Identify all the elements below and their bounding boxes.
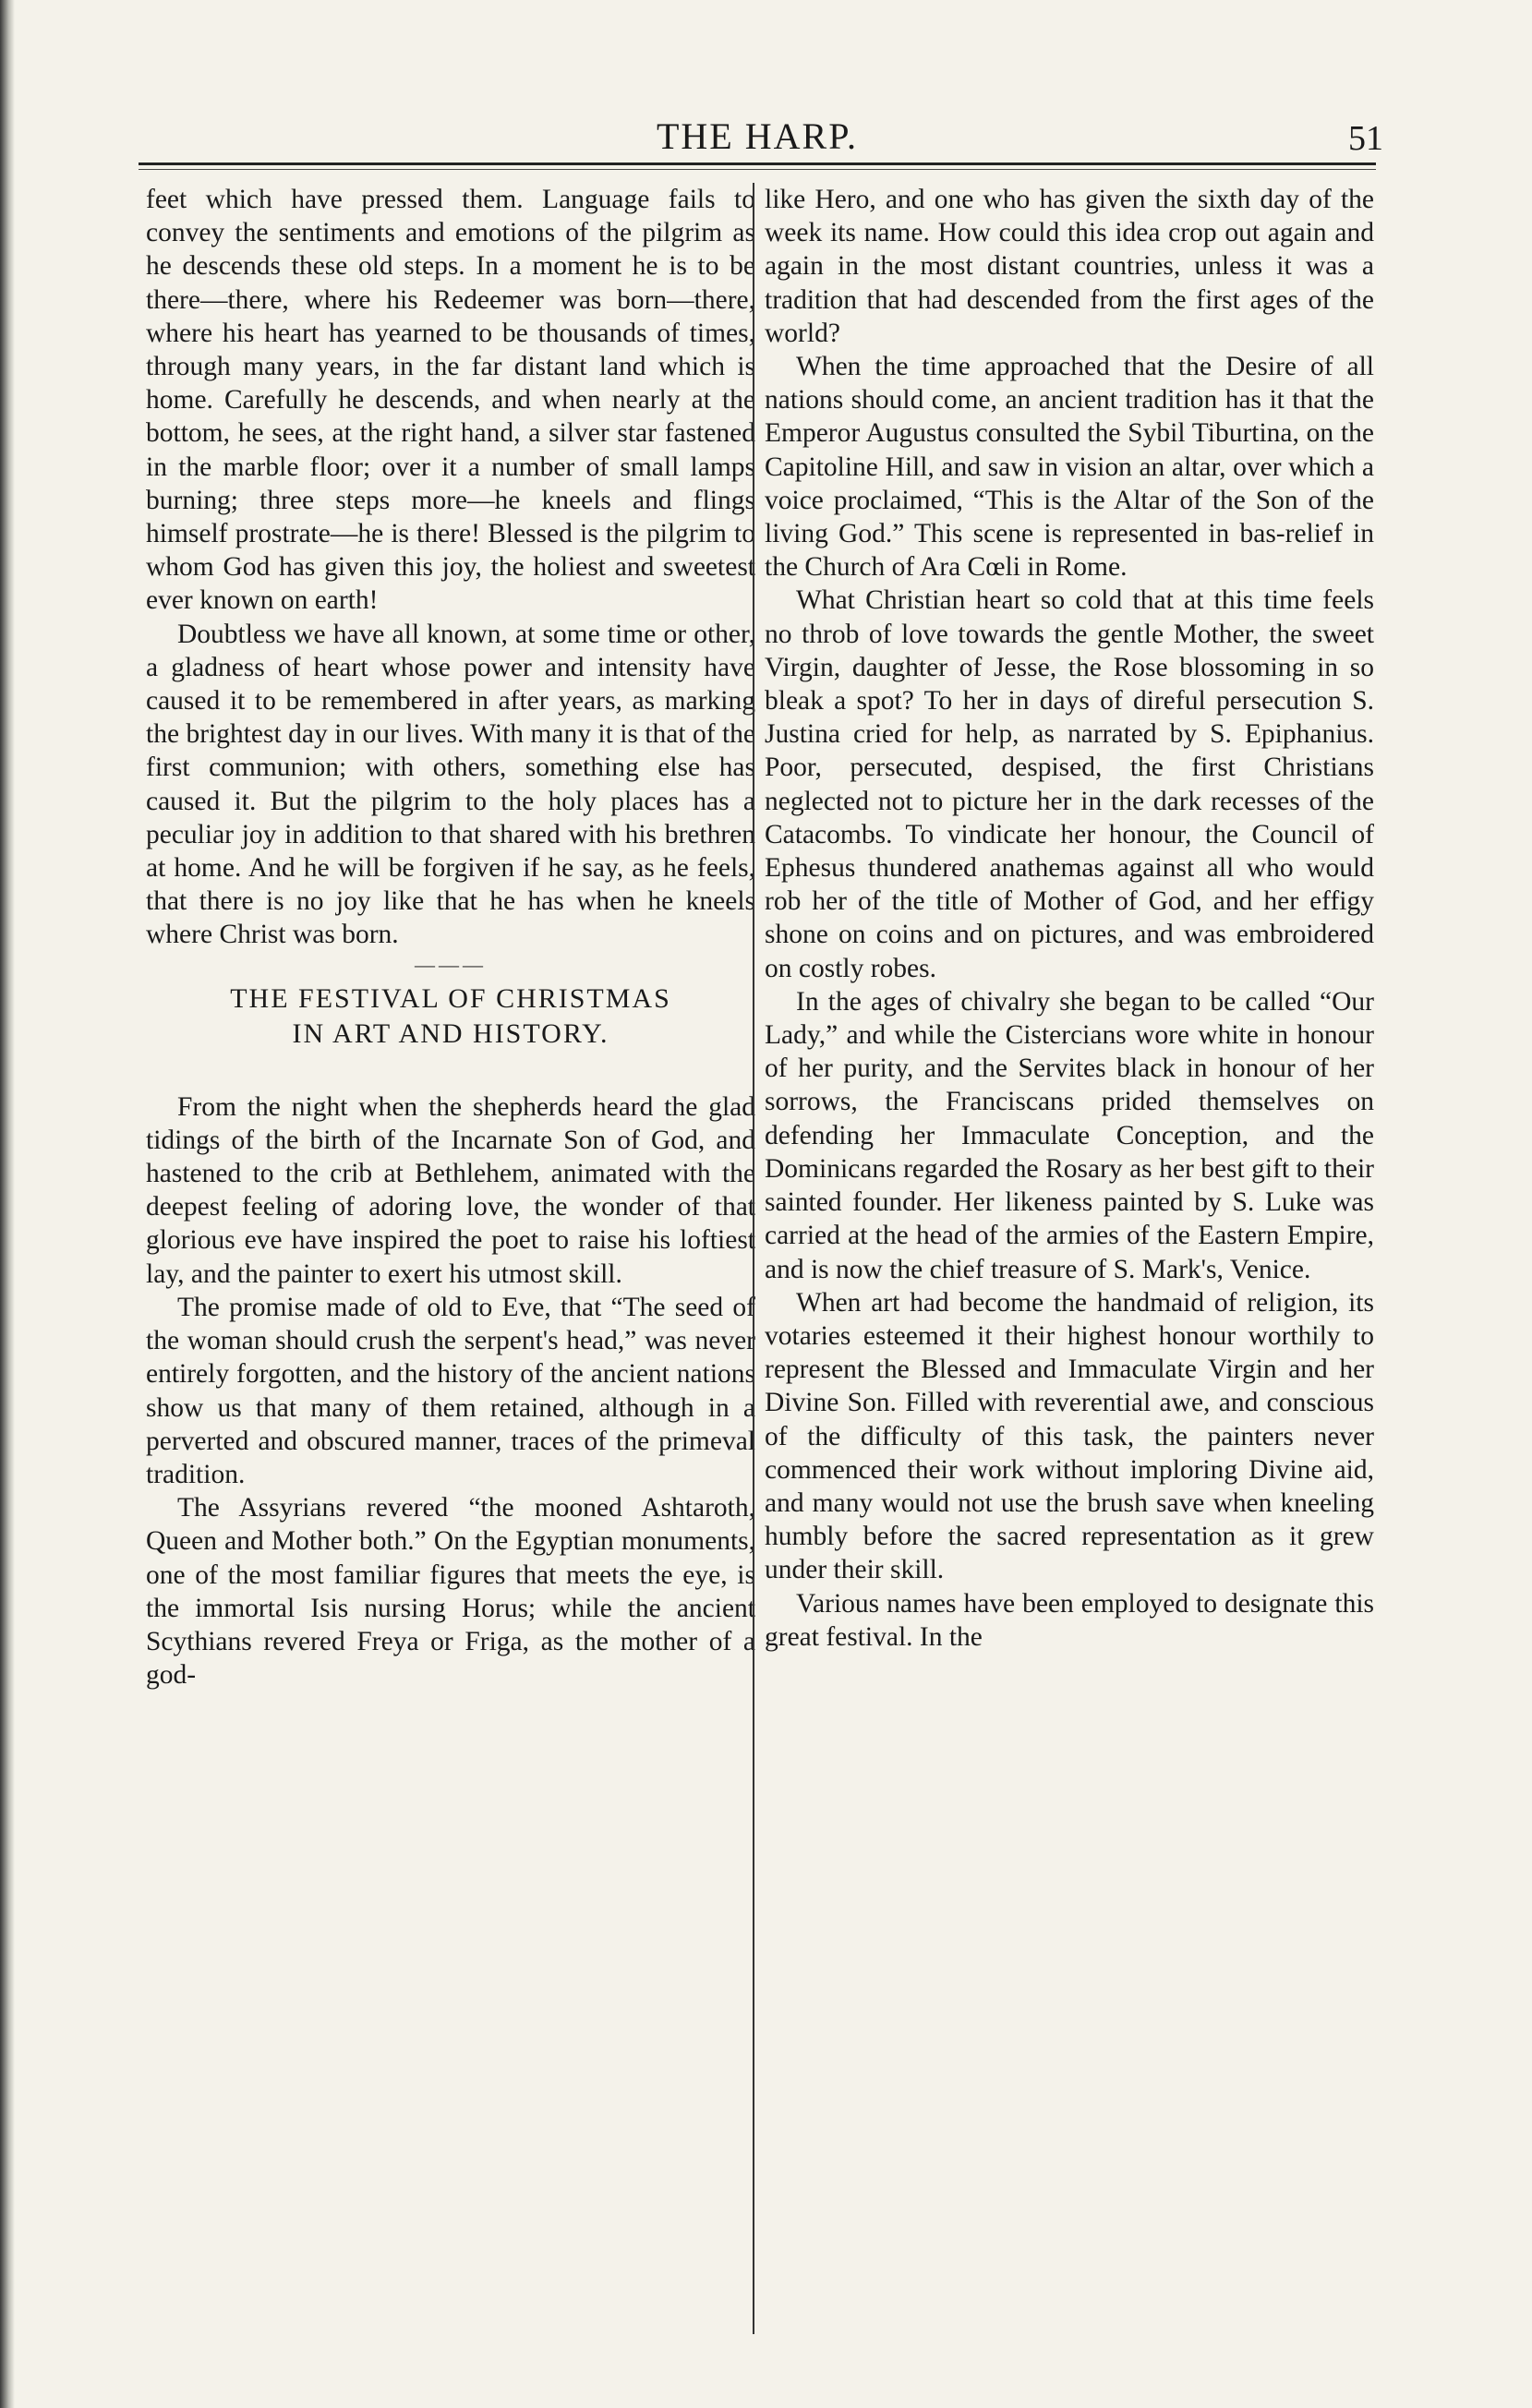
header-rule-thin (139, 169, 1376, 170)
article-heading-line: IN ART AND HISTORY. (292, 1017, 609, 1049)
article-heading (146, 981, 755, 1052)
paragraph: From the night when the shepherds heard the glad tidings of the birth of the Incarnate Son of God, and hastened to the crib at Bethlehem, animated with the deepest feeling of adoring love, the wonder of that glorious eve have inspired the poet to raise his loftiest lay, and the painter to exert his utmost skill. (146, 1091, 755, 1289)
paragraph: What Christian heart so cold that at this time feels no throb of love towards the gentle Mother, the sweet Virgin, daughter of Jesse, the Rose blossoming in so bleak a spot? To her in days of direful persecution S. Justina cried for help, as narrated by S. Epiphanius. Poor, persecuted, despised, the first Christians neglected not to picture her in the dark recesses of the Catacombs. To vindicate her honour, the Council of Ephesus thundered anathemas against all who would rob her of the title of Mother of God, and her effigy shone on coins and on pictures, and was embroidered on costly robes. (765, 585, 1374, 983)
running-title: THE HARP. (656, 115, 859, 157)
paragraph: In the ages of chivalry she began to be called “Our Lady,” and while the Cistercians wore white in honour of her purity, and the Servites black in honour of her sorrows, the Franciscans prided themselves on defending her Immaculate Conception, and the Dominicans regarded the Rosary as her best gift to their sainted founder. Her likeness painted by S. Luke was carried at the head of the armies of the Eastern Empire, and is now the chief treasure of S. Mark's, Venice. (765, 986, 1374, 1284)
paragraph: Doubtless we have all known, at some time or other, a gladness of heart whose power and intensity have caused it to be remembered in after years, as marking the brightest day in our lives. With many it is that of the first communion; with others, something else has caused it. But the pilgrim to the holy places has a peculiar joy in addition to that shared with his brethren at home. And he will be forgiven if he say, as he feels, that there is no joy like that he has when he kneels where Christ was born. (146, 619, 755, 950)
binding-edge-shadow (0, 0, 15, 2408)
paragraph: The Assyrians revered “the mooned Ashtaroth, Queen and Mother both.” On the Egyptian monuments, one of the most familiar figures that meets the eye, is the immortal Isis nursing Horus; while the ancient Scythians revered Freya or Friga, as the mother of a god- (146, 1493, 755, 1691)
page-number: 51 (1348, 119, 1383, 158)
section-separator: ——— (415, 952, 487, 976)
paragraph: Various names have been employed to designate this great festival. In the (765, 1588, 1374, 1652)
article-heading-line: THE FESTIVAL OF CHRISTMAS (230, 982, 671, 1014)
header-rule (139, 163, 1376, 165)
paragraph: When the time approached that the Desire of all nations should come, an ancient tradition has it that the Emperor Augustus consulted the Sybil Tiburtina, on the Capitoline Hill, and saw in vision an altar, over which a voice proclaimed, “This is the Altar of the Son of the living God.” This scene is represented in bas-relief in the Church of Ara Cœli in Rome. (765, 352, 1374, 583)
paragraph: The promise made of old to Eve, that “The seed of the woman should crush the serpent's head,” was never entirely forgotten, and the history of the ancient nations show us that many of them retained, although in a perverted and obscured manner, traces of the primeval tradition. (146, 1292, 755, 1489)
paragraph: feet which have pressed them. Language fails to convey the sentiments and emotions of the pilgrim as he descends these old steps. In a moment he is to be there—there, where his Redeemer was born—there, where his heart has yearned to be thousands of times, through many years, in the far distant land which is home. Carefully he descends, and when nearly at the bottom, he sees, at the right hand, a silver star fastened in the marble floor; over it a number of small lamps burning; three steps more—he kneels and flings himself prostrate—he is there! Blessed is the pilgrim to whom God has given this joy, the holiest and sweetest ever known on earth! (146, 185, 755, 616)
left-column (146, 183, 755, 2362)
column-divider (753, 183, 754, 2334)
right-column (765, 183, 1374, 2362)
paragraph: like Hero, and one who has given the sixth day of the week its name. How could this idea crop out again and again in the most distant countries, unless it was a tradition that had descended from the first ages of the world? (765, 185, 1374, 348)
page-header (139, 109, 1383, 164)
paragraph: When art had become the handmaid of religion, its votaries esteemed it their highest honour worthily to represent the Blessed and Immaculate Virgin and her Divine Son. Filled with reverential awe, and conscious of the difficulty of this task, the painters never commenced their work without imploring Divine aid, and many would not use the brush save when kneeling humbly before the sacred representation as it grew under their skill. (765, 1287, 1374, 1585)
